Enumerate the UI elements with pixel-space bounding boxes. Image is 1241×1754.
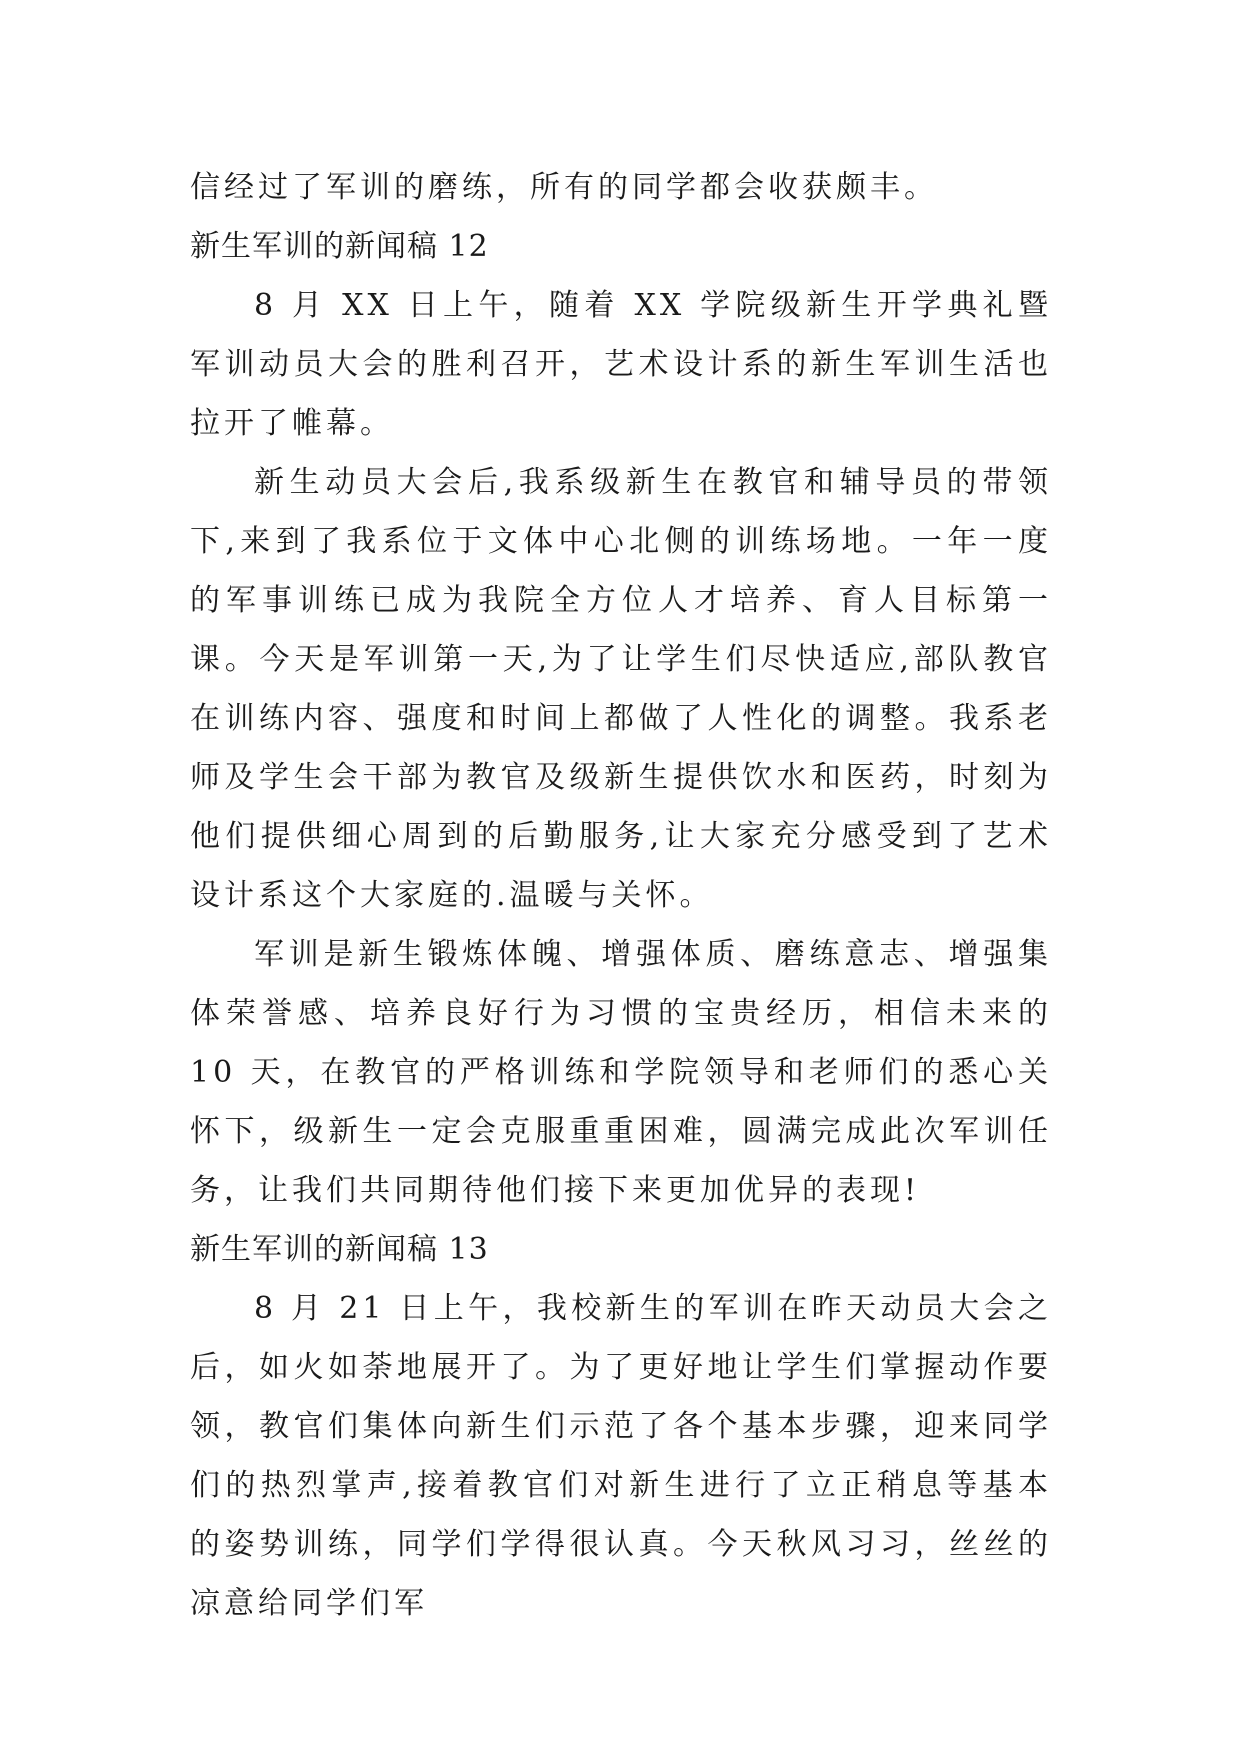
article-heading-12: 新生军训的新闻稿 12 bbox=[190, 229, 489, 264]
paragraph: 军训是新生锻炼体魄、增强体质、磨练意志、增强集体荣誉感、培养良好行为习惯的宝贵经历，相信未来的 10 天，在教官的严格训练和学院领导和老师们的悉心关怀下，级新生一定会克服重重困难，圆满完成此次军训任务，让我们共同期待他们接下来更加优异的表现! bbox=[190, 937, 1052, 1208]
paragraph: 新生动员大会后,我系级新生在教官和辅导员的带领下,来到了我系位于文体中心北侧的训练场地。一年一度的军事训练已成为我院全方位人才培养、育人目标第一课。今天是军训第一天,为了让学生们尽快适应,部队教官在训练内容、强度和时间上都做了人性化的调整。我系老师及学生会干部为教官及级新生提供饮水和医药，时刻为他们提供细心周到的后勤服务,让大家充分感受到了艺术设计系这个大家庭的.温暖与关怀。 bbox=[190, 465, 1052, 913]
paragraph: 8 月 21 日上午，我校新生的军训在昨天动员大会之后，如火如荼地展开了。为了更好地让学生们掌握动作要领，教官们集体向新生们示范了各个基本步骤，迎来同学们的热烈掌声,接着教官们对新生进行了立正稍息等基本的姿势训练，同学们学得很认真。今天秋风习习，丝丝的凉意给同学们军 bbox=[190, 1291, 1052, 1621]
paragraph-continuation: 信经过了军训的磨练，所有的同学都会收获颇丰。 bbox=[190, 170, 938, 205]
article-heading-13: 新生军训的新闻稿 13 bbox=[190, 1232, 489, 1267]
paragraph: 8 月 XX 日上午，随着 XX 学院级新生开学典礼暨军训动员大会的胜利召开，艺术设计系的新生军训生活也拉开了帷幕。 bbox=[190, 288, 1052, 441]
document-body bbox=[190, 158, 1052, 1633]
